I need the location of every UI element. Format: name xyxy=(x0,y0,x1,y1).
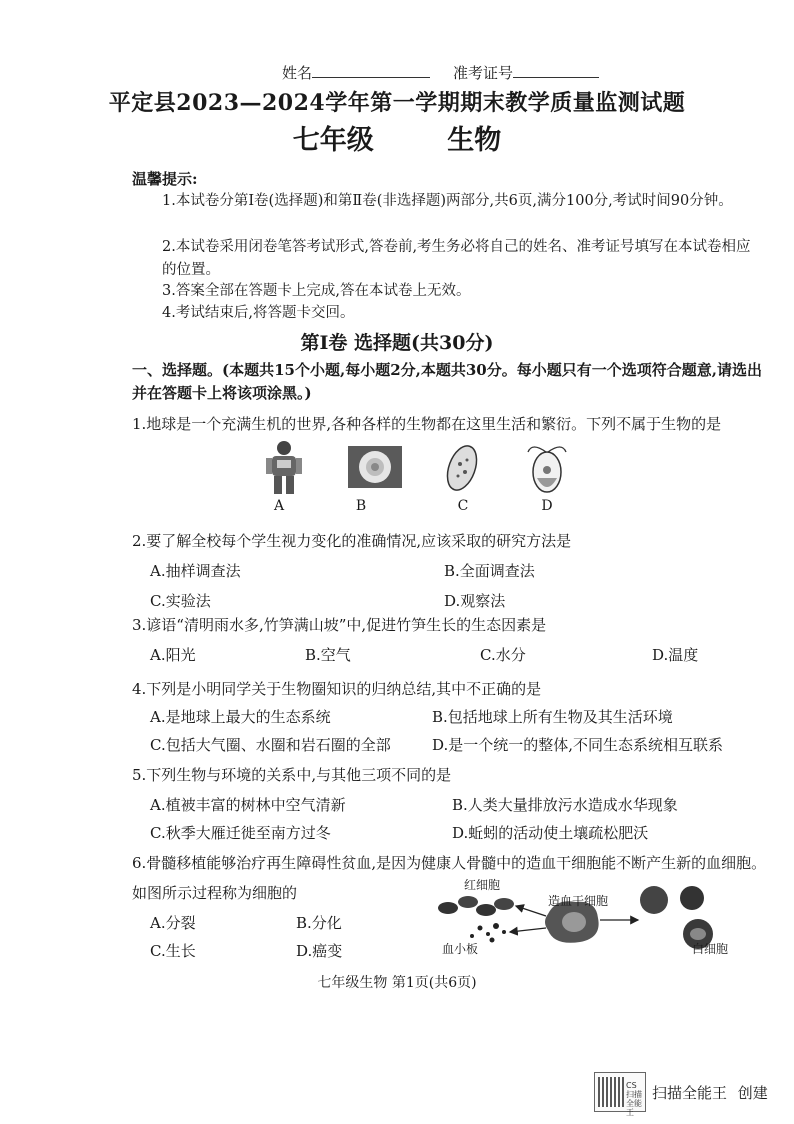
label-white-cell: 白细胞 xyxy=(692,942,729,956)
question-6-stem: 6.骨髓移植能够治疗再生障碍性贫血,是因为健康人骨髓中的造血干细胞能不断产生新的血细胞。如图所示过程称为细胞的 xyxy=(132,854,767,902)
q6-option-c: C.生长 xyxy=(150,942,196,960)
q3-option-c: C.水分 xyxy=(480,646,526,664)
question-3-stem: 3.谚语“清明雨水多,竹笋满山坡”中,促进竹笋生长的生态因素是 xyxy=(132,616,547,634)
q2-option-b: B.全面调查法 xyxy=(444,562,535,580)
section-title: 第Ⅰ卷 选择题(共30分) xyxy=(300,332,494,354)
tip-3: 3.答案全部在答题卡上完成,答在本试卷上无效。 xyxy=(162,283,471,299)
ticket-field xyxy=(453,62,599,83)
question-4-stem: 4.下列是小明同学关于生物圈知识的归纳总结,其中不正确的是 xyxy=(132,680,542,698)
scanner-logo xyxy=(594,1072,646,1117)
flower-image xyxy=(348,446,402,488)
q1-label-b: B xyxy=(355,498,367,514)
name-field xyxy=(282,62,430,83)
q4-option-a: A.是地球上最大的生态系统 xyxy=(150,708,331,726)
grade-label: 七年级 xyxy=(292,125,374,156)
q5-option-d: D.蚯蚓的活动使土壤疏松肥沃 xyxy=(452,824,649,842)
q5-option-c: C.秋季大雁迁徙至南方过冬 xyxy=(150,824,331,842)
q4-option-d: D.是一个统一的整体,不同生态系统相互联系 xyxy=(432,736,724,754)
question-2-stem: 2.要了解全校每个学生视力变化的准确情况,应该采取的研究方法是 xyxy=(132,532,572,550)
tips-heading: 温馨提示: xyxy=(132,170,198,188)
q3-option-d: D.温度 xyxy=(652,646,699,664)
q5-option-a: A.植被丰富的树林中空气清新 xyxy=(150,796,346,814)
label-red-cell: 红细胞 xyxy=(464,878,501,892)
ticket-label: 准考证号 xyxy=(453,64,514,82)
robot-image xyxy=(266,441,302,494)
q1-label-a: A xyxy=(273,498,285,514)
q2-option-c: C.实验法 xyxy=(150,592,211,610)
label-platelet: 血小板 xyxy=(442,942,479,956)
q2-option-a: A.抽样调查法 xyxy=(150,562,241,580)
scanner-badge-text: CS 扫描全能王 xyxy=(626,1081,642,1117)
exam-title: 平定县2023—2024学年第一学期期末教学质量监测试题 xyxy=(108,90,686,116)
tip-4: 4.考试结束后,将答题卡交回。 xyxy=(162,305,355,321)
q2-option-d: D.观察法 xyxy=(444,592,506,610)
qr-code-icon xyxy=(598,1077,624,1107)
q1-label-d: D xyxy=(541,498,553,514)
question-5-stem: 5.下列生物与环境的关系中,与其他三项不同的是 xyxy=(132,766,452,784)
scanner-watermark-text: 扫描全能王 创建 xyxy=(652,1084,768,1102)
question-1-images xyxy=(262,438,572,498)
question-1-stem: 1.地球是一个充满生机的世界,各种各样的生物都在这里生活和繁衍。下列不属于生物的是 xyxy=(132,415,722,433)
name-blank xyxy=(312,65,430,78)
page-footer: 七年级生物 第1页(共6页) xyxy=(317,975,477,991)
q6-option-a: A.分裂 xyxy=(150,914,196,932)
q4-option-b: B.包括地球上所有生物及其生活环境 xyxy=(432,708,673,726)
part-instruction: 一、选择题。(本题共15个小题,每小题2分,本题共30分。每小题只有一个选项符合题意,请选出并在答题卡上将该项涂黑。) xyxy=(132,361,762,402)
q6-option-b: B.分化 xyxy=(296,914,342,932)
q3-option-a: A.阳光 xyxy=(150,646,196,664)
q3-option-b: B.空气 xyxy=(305,646,351,664)
q6-option-d: D.癌变 xyxy=(296,942,343,960)
q5-option-b: B.人类大量排放污水造成水华现象 xyxy=(452,796,678,814)
name-label: 姓名 xyxy=(282,64,313,82)
ticket-blank xyxy=(513,65,599,78)
grade-subject xyxy=(0,118,794,157)
red-blood-cells xyxy=(438,896,514,916)
chlamydomonas-image xyxy=(528,447,566,492)
tip-2: 2.本试卷采用闭卷笔答考试形式,答卷前,考生务必将自己的姓名、准考证号填写在本试卷相应的位置。 xyxy=(162,239,751,278)
label-stem-cell: 造血干细胞 xyxy=(548,894,609,908)
q1-label-c: C xyxy=(457,498,469,514)
bacterium-image xyxy=(442,442,482,494)
tip-1: 1.本试卷分第Ⅰ卷(选择题)和第Ⅱ卷(非选择题)两部分,共6页,满分100分,考试时间90分钟。 xyxy=(162,193,733,209)
q4-option-c: C.包括大气圈、水圈和岩石圈的全部 xyxy=(150,736,391,754)
subject-label: 生物 xyxy=(447,125,502,156)
